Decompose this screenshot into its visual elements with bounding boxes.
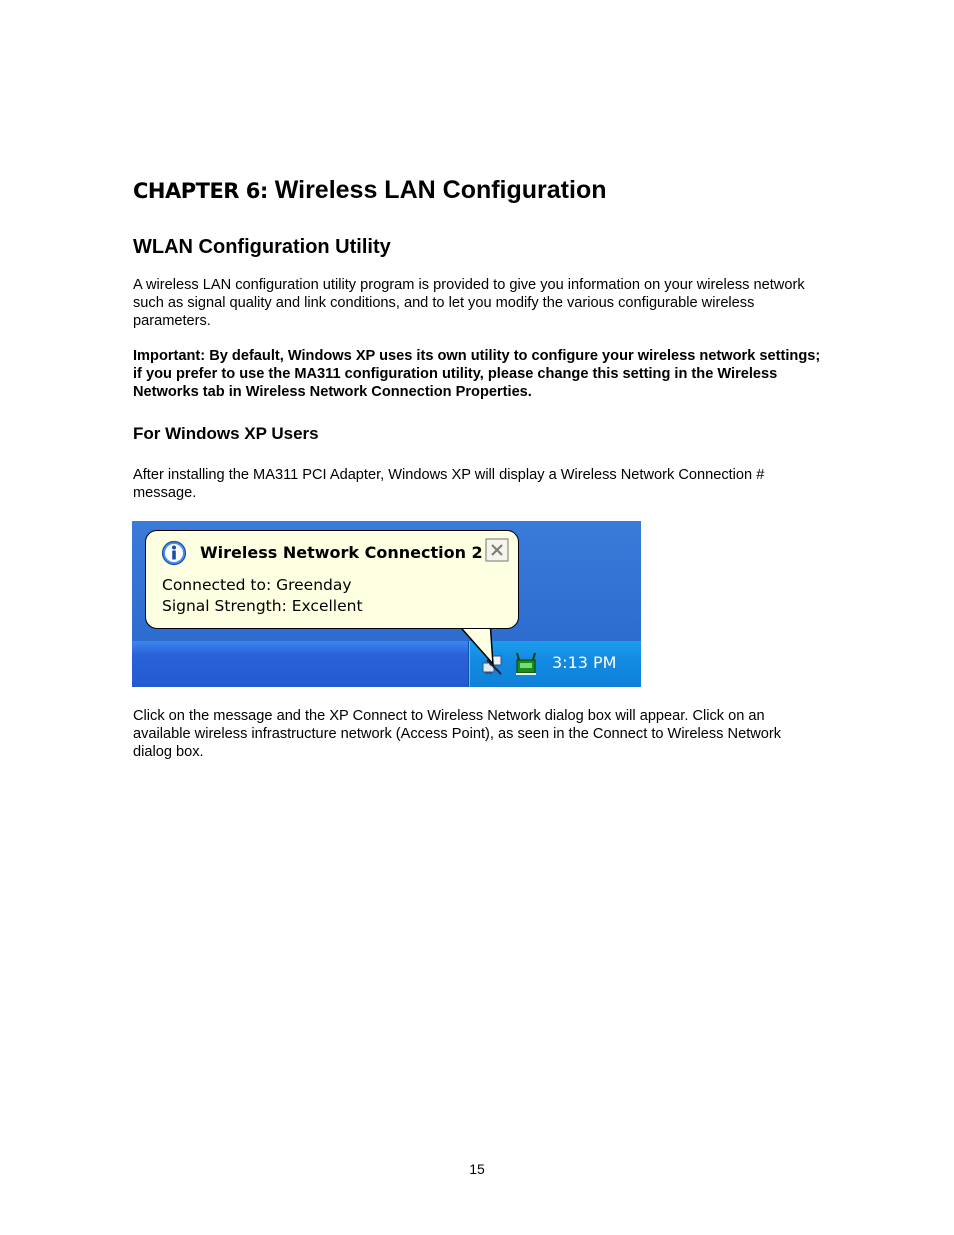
notification-screenshot <box>132 521 641 687</box>
chapter-prefix: CHAPTER 6: <box>133 179 268 203</box>
section-title: WLAN Configuration Utility <box>133 236 391 258</box>
click-message-paragraph: Click on the message and the XP Connect to Wireless Network dialog box will appear. Click on an available wireless infrastructure network (Access Point), as seen in the Connect to Wireless Network dialog box. <box>133 708 782 760</box>
chapter-title <box>133 174 607 207</box>
windows-xp-paragraph: After installing the MA311 PCI Adapter, Windows XP will display a Wireless Network Connection # message. <box>133 467 765 501</box>
important-note: Important: By default, Windows XP uses its own utility to configure your wireless network settings; if you prefer to use the MA311 configuration utility, please change this setting in the Wireless Networks tab in Wireless Network Connection Properties. <box>133 348 821 400</box>
info-icon <box>161 540 187 566</box>
balloon-title: Wireless Network Connection 2 <box>200 543 483 562</box>
taskbar-clock[interactable]: 3:13 PM <box>552 653 617 672</box>
page-number: 15 <box>469 1161 485 1177</box>
wireless-tray-icon[interactable] <box>513 651 539 677</box>
close-icon[interactable] <box>485 538 509 562</box>
intro-paragraph: A wireless LAN configuration utility program is provided to give you information on your wireless network such as signal quality and link conditions, and to let you modify the various configurable wireless parameters. <box>133 277 805 329</box>
connected-to-text: Connected to: Greenday <box>162 576 352 594</box>
signal-strength-text: Signal Strength: Excellent <box>162 597 363 615</box>
subsection-title: For Windows XP Users <box>133 424 319 443</box>
chapter-title-text: Wireless LAN Configuration <box>274 176 607 204</box>
